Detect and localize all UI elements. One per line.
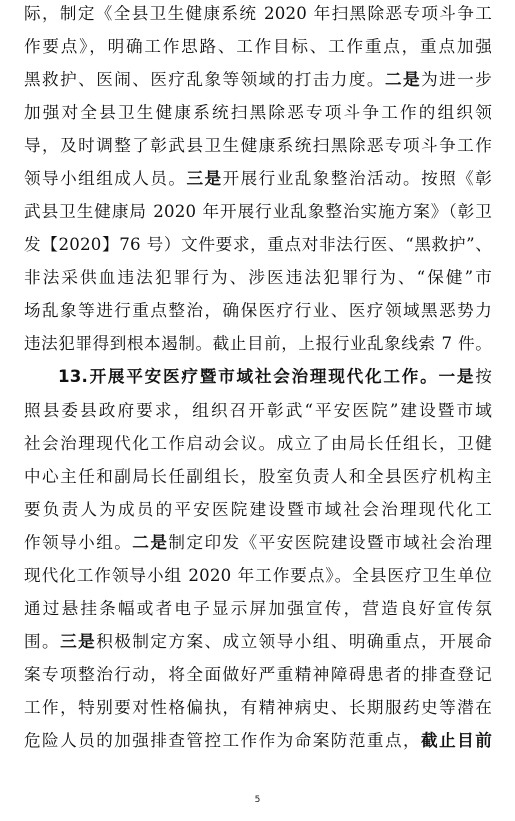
text-line: 中心主任和副局长任副组长，股室负责人和全县医疗机构主 <box>24 467 492 486</box>
bold-keyword: 二是 <box>384 70 422 89</box>
text-span: 作领导小组。 <box>24 533 133 552</box>
text-line: 加强对全县卫生健康系统扫黑除恶专项斗争工作的组织领 <box>24 103 492 122</box>
text-line: 工作，特别要对性格偏执，有精神病史、长期服药史等潜在 <box>24 698 492 717</box>
page-number: 5 <box>254 795 261 805</box>
text-line: 照县委县政府要求，组织召开彰武“平安医院”建设暨市域 <box>24 401 492 420</box>
section-heading: 13.开展平安医疗暨市域社会治理现代化工作。 <box>58 367 439 386</box>
text-line: 案专项整治行动，将全面做好严重精神障碍患者的排查登记 <box>24 665 492 684</box>
text-line: 违法犯罪得到根本遏制。截止目前，上报行业乱象线索 7 件。 <box>24 334 492 353</box>
bold-keyword: 截止目前 <box>421 731 492 750</box>
bold-keyword: 三是 <box>186 169 223 188</box>
text-span: 黑救护、医闹、医疗乱象等领域的打击力度。 <box>24 70 385 89</box>
text-line: 武县卫生健康局 2020 年开展行业乱象整治实施方案》（彰卫 <box>24 202 492 221</box>
text-line: 现代化工作领导小组 2020 年工作要点》。全县医疗卫生单位 <box>24 566 492 585</box>
text-span: 积极制定方案、成立领导小组、明确重点，开展命 <box>96 632 493 651</box>
text-line: 非法采供血违法犯罪行为、涉医违法犯罪行为、“保健”市 <box>24 268 492 287</box>
text-line <box>24 533 492 553</box>
text-line: 作要点》，明确工作思路、工作目标、工作重点，重点加强 <box>24 37 492 56</box>
text-line: 发【2020】76 号）文件要求，重点对非法行医、“黑救护”、 <box>24 235 492 254</box>
text-line <box>24 731 492 751</box>
text-line: 要负责人为成员的平安医院建设暨市域社会治理现代化工 <box>24 500 492 519</box>
text-line: 通过悬挂条幅或者电子显示屏加强宣传，营造良好宣传氛 <box>24 599 492 618</box>
text-span: 为进一步 <box>421 70 492 89</box>
text-line: 社会治理现代化工作启动会议。成立了由局长任组长，卫健 <box>24 434 492 453</box>
text-line: 场乱象等进行重点整治，确保医疗行业、医疗领域黑恶势力 <box>24 301 492 320</box>
bold-keyword: 三是 <box>60 632 97 651</box>
text-line <box>24 169 492 189</box>
text-line <box>24 70 492 90</box>
bold-keyword: 一是 <box>438 367 476 386</box>
text-span: 按 <box>475 367 492 386</box>
text-span: 领导小组组成人员。 <box>24 169 187 188</box>
text-line: 导，及时调整了彰武县卫生健康系统扫黑除恶专项斗争工作 <box>24 136 492 155</box>
text-span: 危险人员的加强排查管控工作作为命案防范重点， <box>24 731 422 750</box>
text-span: 开展行业乱象整治活动。按照《彰 <box>222 169 493 188</box>
text-line: 际，制定《全县卫生健康系统 2020 年扫黑除恶专项斗争工 <box>24 4 492 23</box>
section-heading-line <box>24 367 492 387</box>
bold-keyword: 二是 <box>132 533 169 552</box>
text-span: 围。 <box>24 632 61 651</box>
text-span: 制定印发《平安医院建设暨市域社会治理 <box>168 533 493 552</box>
text-line <box>24 632 492 652</box>
